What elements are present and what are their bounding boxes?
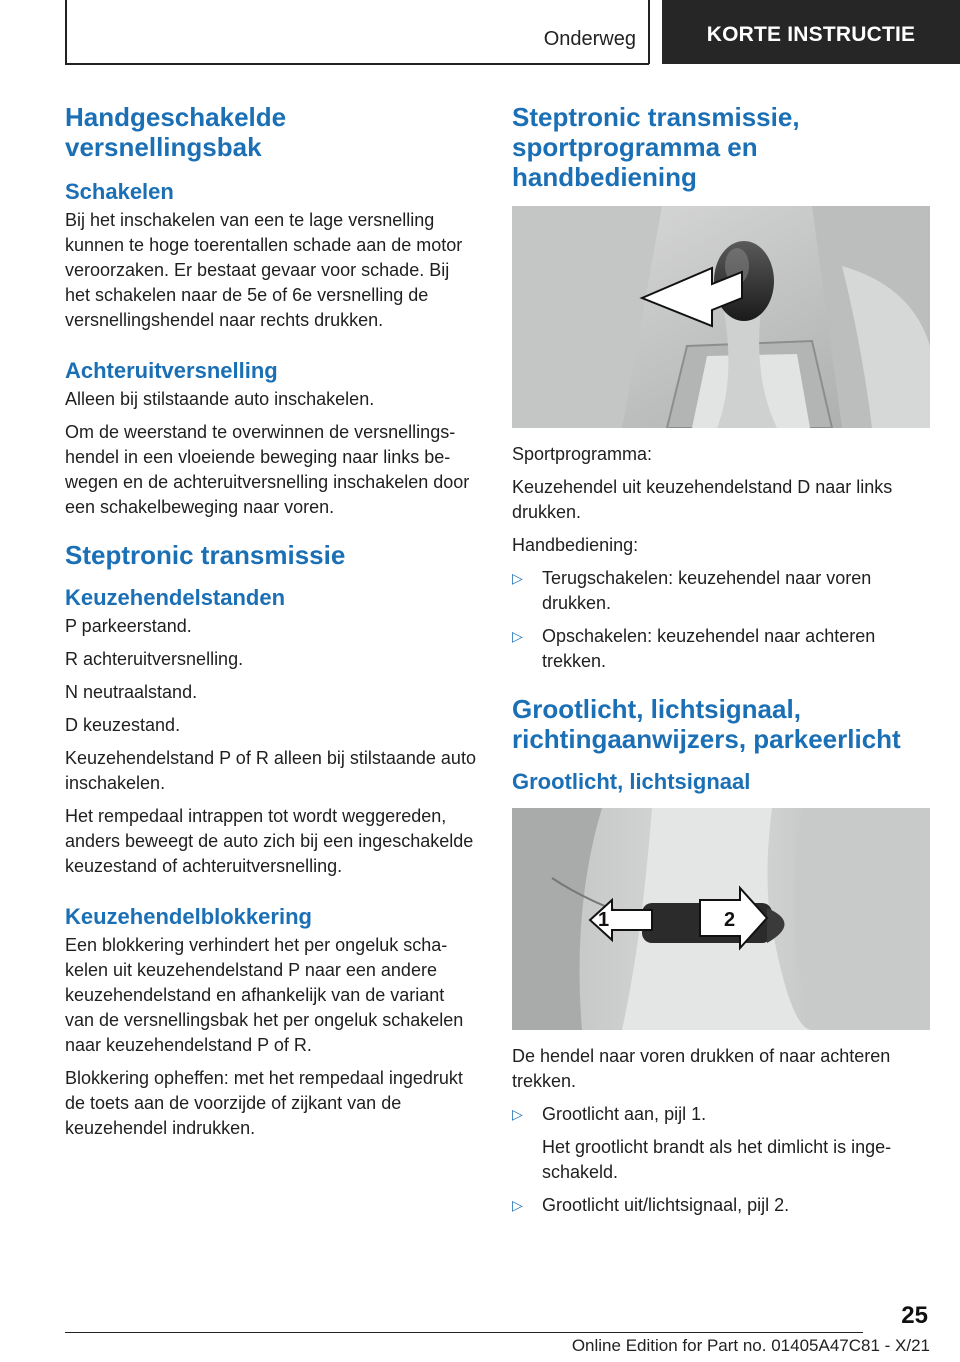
footer-rule	[65, 1332, 863, 1333]
heading-blokkering: Keuzehendelblokkering	[65, 904, 312, 929]
arrow-1-label: 1	[598, 909, 610, 931]
label-sportprogramma: Sportprogramma:	[512, 444, 653, 464]
heading-schakelen: Schakelen	[65, 179, 174, 204]
paragraph-lever: De hendel naar voren drukken of naar achteren trekken.	[512, 1046, 891, 1091]
footer-edition: Online Edition for Part no. 01405A47C81 - X/21	[571, 1336, 930, 1355]
paragraph-standen-3: Het rempedaal intrappen tot wordt weggereden, anders beweegt de auto zich bij een ingeschakelde keuzestand of achteruitversnelling.	[65, 806, 474, 876]
triangle-right-icon: ▷	[512, 628, 523, 644]
light-lever-drawing	[512, 808, 930, 1030]
list-item: ▷ Terugschakelen: keuzehendel naar voren drukken.	[512, 568, 872, 613]
light-lever-illustration	[512, 808, 930, 1030]
gear-selector-drawing	[512, 206, 930, 428]
paragraph-achteruit-1: Alleen bij stilstaande auto inschakelen.	[65, 389, 375, 409]
arrow-2-label: 2	[724, 909, 736, 931]
triangle-right-icon: ▷	[512, 1106, 523, 1122]
label-handbediening: Handbediening:	[512, 535, 639, 555]
triangle-right-icon: ▷	[512, 570, 523, 586]
heading-keuzehendelstanden: Keuzehendelstanden	[65, 585, 286, 610]
heading-grootlicht: Grootlicht, lichtsignaal	[512, 769, 751, 794]
list-item: ▷ Grootlicht uit/lichtsignaal, pijl 2.	[512, 1193, 930, 1218]
paragraph-stand-n: N neutraalstand.	[65, 682, 198, 702]
paragraph-sportprogramma: Keuzehendel uit keuzehendelstand D naar links drukken.	[512, 477, 893, 522]
header-rule-left	[65, 0, 67, 64]
right-column	[512, 102, 930, 1226]
list-handbediening	[512, 566, 930, 674]
heading-steptronic: Steptronic transmissie	[65, 540, 346, 570]
paragraph-stand-r: R achteruitversnelling.	[65, 649, 244, 669]
list-item: ▷ Grootlicht aan, pijl 1. Het grootlicht brandt als het dimlicht is ingeschakeld.	[512, 1104, 892, 1182]
heading-manual-gearbox: Handgeschakelde versnellingsbak	[65, 102, 287, 162]
heading-grootlicht-main: Grootlicht, lichtsignaal, richtingaanwijzers, parkeerlicht	[512, 694, 901, 754]
left-column	[65, 102, 477, 1149]
header-section-title: Onderweg	[543, 28, 636, 50]
paragraph-blokkering-1: Een blokkering verhindert het per ongeluk schakelen uit keuzehendelstand P naar een andere keuzehendelstand en afhankelijk van de variant van de versnellingsbak het per ongeluk schakelen naar keuzehendelstand P of R.	[65, 935, 464, 1055]
list-item: ▷ Opschakelen: keuzehendel naar achteren trekken.	[512, 626, 876, 671]
heading-steptronic-sport: Steptronic transmissie, sportprogramma en handbediening	[512, 102, 800, 192]
list-grootlicht	[512, 1102, 930, 1218]
paragraph-schakelen: Bij het inschakelen van een te lage versnelling kunnen te hoge toerentallen schade aan de motor veroorzaken. Er bestaat gevaar voor schade. Bij het schakelen naar de 5e of 6e versnelling de versnellingshendel naar rechts drukken.	[65, 210, 463, 330]
triangle-right-icon: ▷	[512, 1197, 523, 1213]
heading-achteruit: Achteruitversnelling	[65, 358, 278, 383]
paragraph-stand-p: P parkeerstand.	[65, 616, 192, 636]
paragraph-stand-d: D keuzestand.	[65, 715, 181, 735]
page-number: 25	[901, 1302, 928, 1329]
paragraph-standen-2: Keuzehendelstand P of R alleen bij stilstaande auto inschakelen.	[65, 748, 476, 793]
paragraph-blokkering-2: Blokkering opheffen: met het rempedaal ingedrukt de toets aan de voorzijde of zijkant van de keuzehendel indrukken.	[65, 1068, 463, 1138]
header-rule-divider	[648, 0, 650, 64]
gear-selector-illustration	[512, 206, 930, 428]
header-chapter-tab[interactable]: KORTE INSTRUCTIE	[662, 0, 960, 64]
header-rule-bottom	[65, 63, 649, 65]
paragraph-achteruit-2: Om de weerstand te overwinnen de versnellingshendel in een vloeiende beweging naar links bewegen en de achteruitversnelling inschakelen door een schakelbeweging naar voren.	[65, 422, 470, 517]
